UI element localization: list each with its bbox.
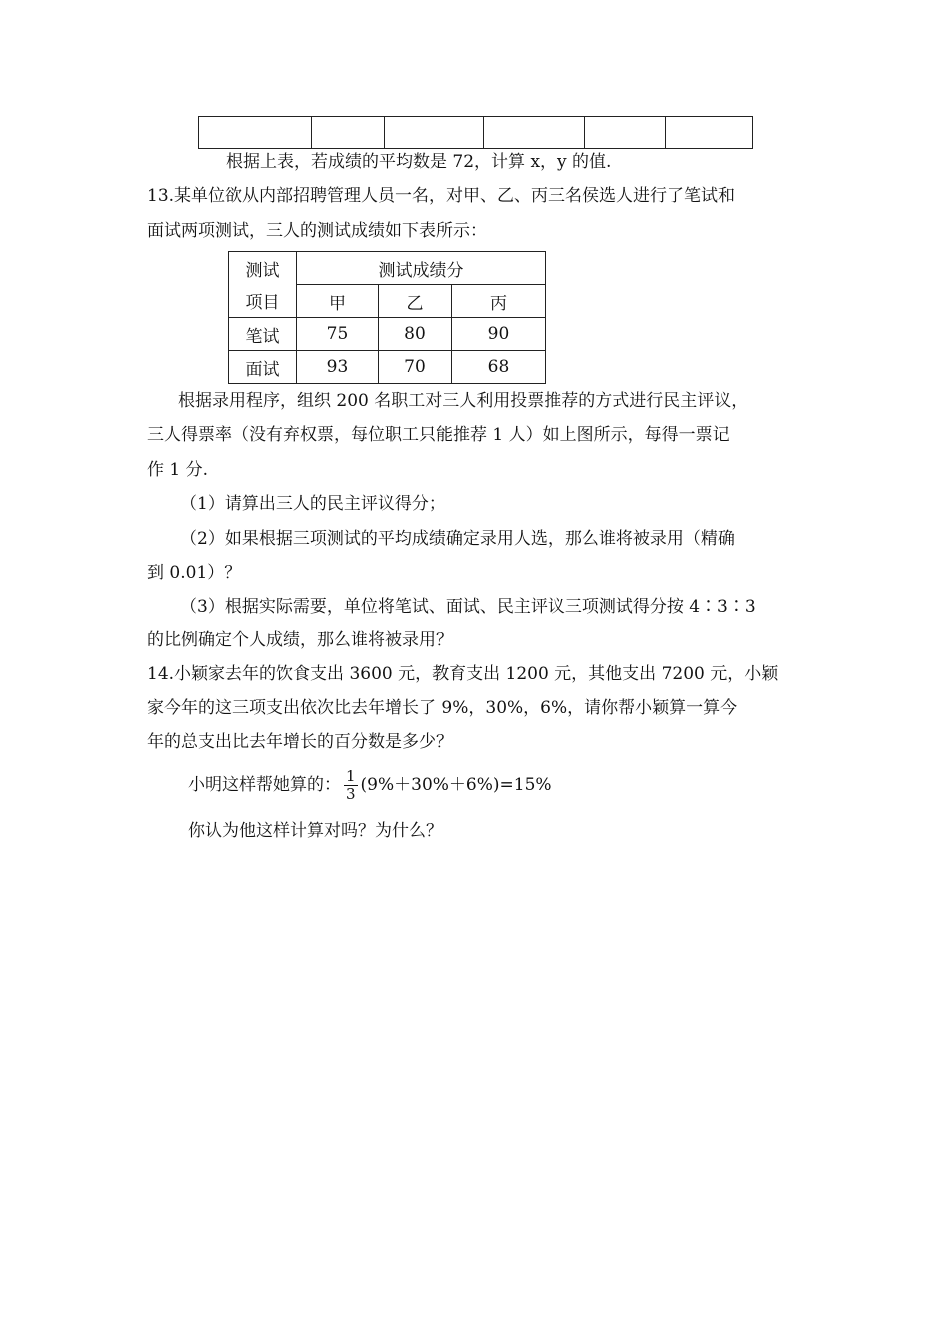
q13-intro-line-2: 面试两项测试，三人的测试成绩如下表所示： [147, 221, 487, 241]
q13-intro-line-1: 13.某单位欲从内部招聘管理人员一名，对甲、乙、丙三名侯选人进行了笔试和 [147, 186, 736, 206]
q14-line-3: 年的总支出比去年增长的百分数是多少？ [147, 732, 453, 752]
fraction-numerator: 1 [346, 767, 356, 785]
q13-subquestion-1: （1）请算出三人的民主评议得分； [180, 494, 446, 514]
q12-table [198, 116, 753, 149]
q14-calculation [188, 766, 552, 804]
score-cell: 70 [379, 351, 452, 384]
table-cell [199, 117, 312, 149]
score-cell: 68 [452, 351, 546, 384]
table-row [229, 285, 546, 318]
q14-line-2: 家今年的这三项支出依次比去年增长了 9%，30%，6%，请你帮小颖算一算今 [147, 698, 738, 718]
q13-paragraph-line-3: 作 1 分. [147, 460, 209, 480]
header-item-cell: 项目 [229, 285, 297, 318]
row-label: 笔试 [229, 318, 297, 351]
q13-subquestion-3-line-1: （3）根据实际需要，单位将笔试、面试、民主评议三项测试得分按 4∶3∶3 [180, 597, 756, 617]
candidate-header: 乙 [379, 285, 452, 318]
table-cell [585, 117, 666, 149]
score-table [228, 251, 546, 384]
q14-line-1: 14.小颖家去年的饮食支出 3600 元，教育支出 1200 元，其他支出 7200 元，小颖 [147, 664, 779, 684]
q12-question: 根据上表，若成绩的平均数是 72，计算 x，y 的值. [226, 152, 612, 172]
q13-paragraph-line-1: 根据录用程序，组织 200 名职工对三人利用投票推荐的方式进行民主评议， [178, 391, 749, 411]
table-row [199, 117, 753, 149]
fraction-denominator: 3 [346, 785, 356, 803]
table-row [229, 351, 546, 384]
table-cell [385, 117, 484, 149]
header-item-cell: 测试 [229, 252, 297, 285]
score-cell: 75 [297, 318, 379, 351]
table-cell [312, 117, 385, 149]
table-cell [484, 117, 585, 149]
score-cell: 80 [379, 318, 452, 351]
q13-subquestion-2-line-1: （2）如果根据三项测试的平均成绩确定录用人选，那么谁将被录用（精确 [180, 529, 735, 549]
header-scores-cell: 测试成绩分 [297, 252, 546, 285]
q13-paragraph-line-2: 三人得票率（没有弃权票，每位职工只能推荐 1 人）如上图所示，每得一票记 [147, 425, 730, 445]
candidate-header: 丙 [452, 285, 546, 318]
q14-question: 你认为他这样计算对吗？为什么？ [188, 821, 443, 841]
row-label: 面试 [229, 351, 297, 384]
table-row [229, 252, 546, 285]
table-row [229, 318, 546, 351]
fraction-one-third [344, 768, 358, 803]
score-cell: 90 [452, 318, 546, 351]
candidate-header: 甲 [297, 285, 379, 318]
table-cell [666, 117, 753, 149]
score-cell: 93 [297, 351, 379, 384]
calc-expression: (9%＋30%＋6%)=15% [360, 775, 552, 795]
q13-subquestion-2-line-2: 到 0.01）？ [147, 563, 242, 583]
q13-subquestion-3-line-2: 的比例确定个人成绩，那么谁将被录用？ [147, 630, 453, 650]
calc-prefix: 小明这样帮她算的： [188, 775, 341, 795]
